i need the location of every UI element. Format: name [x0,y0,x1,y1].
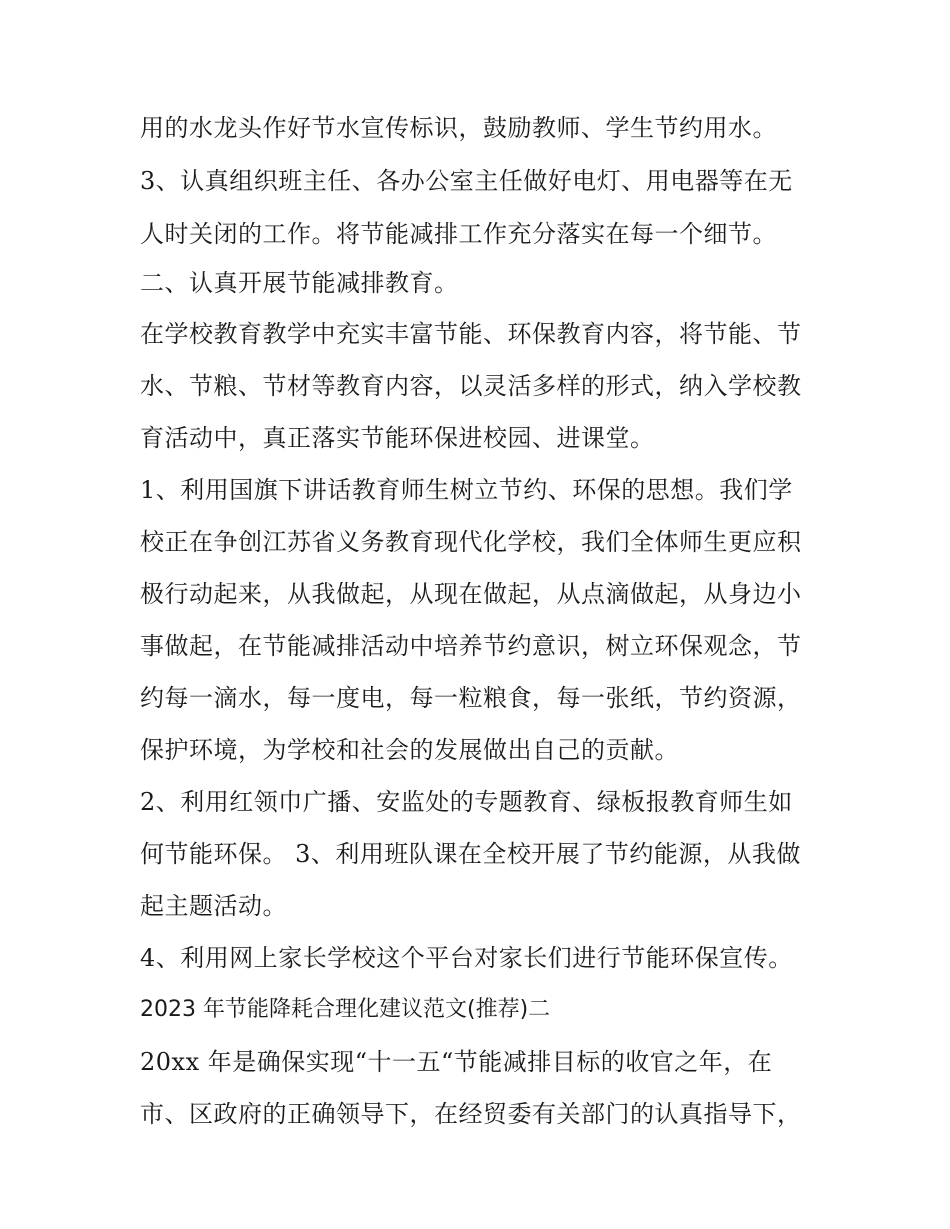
article-title: 2023 年节能降耗合理化建议范文(推荐)二 [140,997,551,1022]
paragraph-line: 4、利用网上家长学校这个平台对家长们进行节能环保宣传。 [140,944,793,972]
paragraph-line: 极行动起来，从我做起，从现在做起，从点滴做起，从身边小 [140,580,802,608]
section-heading: 二、认真开展节能减排教育。 [140,269,459,297]
paragraph-line: 2、利用红领巾广播、安监处的专题教育、绿板报教育师生如 [140,788,793,816]
paragraph-line: 校正在争创江苏省义务教育现代化学校，我们全体师生更应积 [140,528,802,556]
paragraph-line: 1、利用国旗下讲话教育师生树立节约、环保的思想。我们学 [140,476,793,504]
paragraph-line: 20xx 年是确保实现“十一五“节能减排目标的收官之年，在 [140,1048,773,1076]
paragraph-line: 水、节粮、节材等教育内容，以灵活多样的形式，纳入学校教 [140,372,802,400]
paragraph-line: 在学校教育教学中充实丰富节能、环保教育内容，将节能、节 [140,320,802,348]
paragraph-line: 何节能环保。 3、利用班队课在全校开展了节约能源，从我做 [140,840,801,868]
paragraph-line: 用的水龙头作好节水宣传标识，鼓励教师、学生节约用水。 [140,114,777,142]
paragraph-line: 约每一滴水，每一度电，每一粒粮食，每一张纸，节约资源， [140,684,802,712]
paragraph-line: 起主题活动。 [140,892,287,920]
paragraph-line: 保护环境，为学校和社会的发展做出自己的贡献。 [140,736,679,764]
paragraph-line: 事做起，在节能减排活动中培养节约意识，树立环保观念，节 [140,632,802,660]
paragraph-line: 育活动中，真正落实节能环保进校园、进课堂。 [140,424,655,452]
paragraph-line: 市、区政府的正确领导下，在经贸委有关部门的认真指导下， [140,1100,802,1128]
paragraph-line: 3、认真组织班主任、各办公室主任做好电灯、用电器等在无 [140,167,793,195]
paragraph-line: 人时关闭的工作。将节能减排工作充分落实在每一个细节。 [140,220,777,248]
